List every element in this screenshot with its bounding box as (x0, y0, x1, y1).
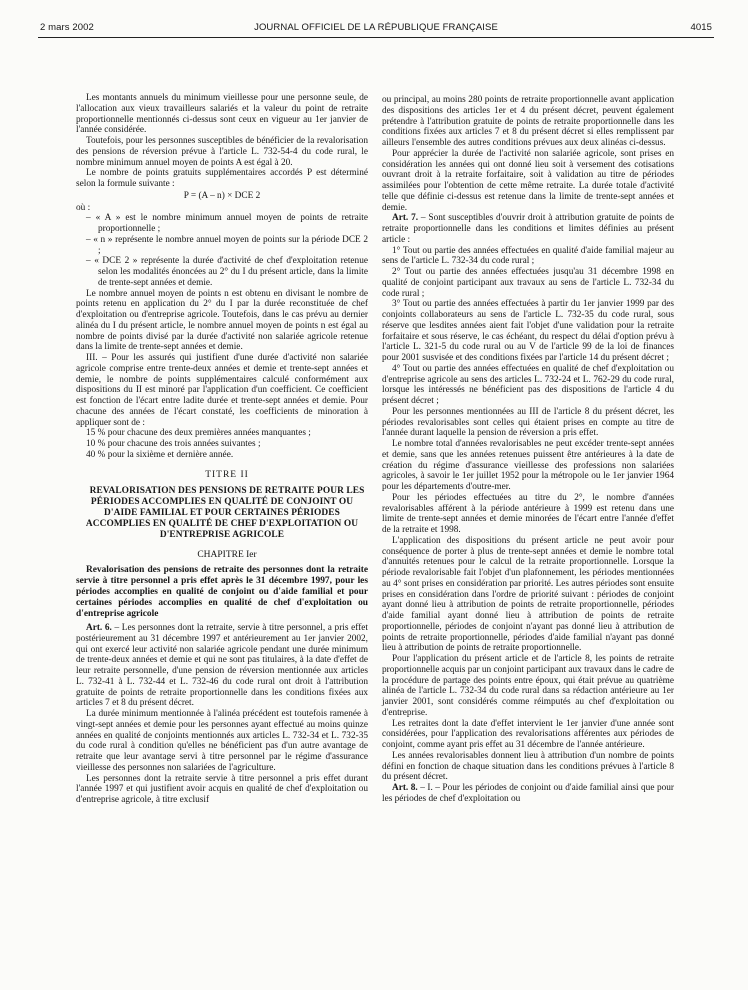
article-label: Art. 8. (392, 783, 418, 793)
article-7 (382, 213, 674, 245)
paragraph: L'application des dispositions du présent article ne peut avoir pour conséquence de porter à plus de trente-sept années et demie le nombre total d'annuités retenues pour le calcul de la retraite proportionnelle. Lorsque la période revalorisable fait l'objet d'un plafonnement, les périodes mentionnées au 4° sont prises en considération par priorité. Les autres périodes sont ensuite prises en considération dans l'ordre de priorité suivant : périodes de conjoint ayant donné lieu à attribution de points de retraite proportionnelle, périodes d'aide familial ayant donné lieu à attribution de points de retraite proportionnelle, périodes de conjoint n'ayant pas donné lieu à attribution de points de retraite proportionnelle, périodes d'aide familial n'ayant pas donné lieu à attribution de points de retraite proportionnelle. (382, 535, 674, 654)
left-column (76, 93, 368, 806)
paragraph: où : (76, 202, 91, 213)
paragraph: ou principal, au moins 280 points de retraite proportionnelle avant application des dispositions des articles 1er et 4 du présent décret, peuvent également prétendre à l'attribution gratuite de points de retraite proportionnelle dans les conditions fixées aux articles 7 et 8 du présent décret si elles remplissent par ailleurs l'ensemble des autres conditions prévues aux deux alinéas ci-dessus. (382, 95, 674, 148)
list-item: 3° Tout ou partie des années effectuées à partir du 1er janvier 1999 par des conjoints collaborateurs au sens de l'article L. 732-35 du code rural, sous réserve que lesdites années aient fait l'objet d'une validation pour la retraite forfaitaire et sous réserve, le cas échéant, du respect du délai d'option prévu à l'article L. 321-5 du code rural ou au V de l'article 99 de la loi de finances pour 2001 susvisée et des conditions fixées par l'article 14 du présent décret ; (382, 299, 674, 363)
list-item: 1° Tout ou partie des années effectuées en qualité d'aide familial majeur au sens de l'article L. 732-34 du code rural ; (382, 245, 674, 267)
list-item: 2° Tout ou partie des années effectuées jusqu'au 31 décembre 1998 en qualité de conjoint participant aux travaux au sens de l'article L. 732-34 du code rural ; (382, 267, 674, 299)
article-label: Art. 6. (86, 623, 112, 633)
page-header (40, 22, 712, 36)
paragraph: Toutefois, pour les personnes susceptibles de bénéficier de la revalorisation des pensions de réversion prévue à l'article L. 732-54-4 du code rural, le nombre minimum annuel moyen de points A est égal à 20. (76, 136, 368, 168)
paragraph: Le nombre de points gratuits supplémentaires accordés P est déterminé selon la formule suivante : (76, 168, 368, 189)
header-title: JOURNAL OFFICIEL DE LA RÉPUBLIQUE FRANÇAISE (254, 22, 498, 33)
list-item: – « n » représente le nombre annuel moyen de points sur la période DCE 2 ; (86, 234, 368, 256)
paragraph: Les années revalorisables donnent lieu à attribution d'un nombre de points défini en fonction de chaque situation dans les conditions prévues à l'article 8 du présent décret. (382, 750, 674, 783)
paragraph: Pour apprécier la durée de l'activité non salariée agricole, sont prises en considération les années qui ont donné lieu soit à versement des cotisations ouvrant droit à la retraite forfaitaire, soit à validation au titre de périodes assimilées pour l'obtention de cette même retraite. La durée totale d'activité telle que définie ci-dessus est retenue dans la limite de trente-sept années et demie. (382, 148, 674, 213)
header-rule (38, 37, 714, 38)
paragraph: Pour l'application du présent article et de l'article 8, les points de retraite proportionnelle acquis par un conjoint participant aux travaux dans le cadre de la procédure de partage des points entre époux, qui était prévue au quatrième alinéa de l'article L. 732-34 du code rural dans sa rédaction antérieure au 1er janvier 2001, sont considérés comme réimputés au chef d'exploitation ou d'entreprise. (382, 654, 674, 718)
article-text: – Sont susceptibles d'ouvrir droit à attribution gratuite de points de retraite proportionnelle dans les conditions et limites définies au présent article : (382, 213, 675, 245)
article-label: Art. 7. (392, 213, 419, 224)
list-item: 40 % pour la sixième et dernière année. (86, 449, 234, 460)
list-item: 10 % pour chacune des trois années suivantes ; (86, 439, 261, 449)
paragraph: Le nombre annuel moyen de points n est obtenu en divisant le nombre de points retenu en application du 2° du I par la durée reconstituée de chef d'exploitation ou d'entreprise agricole. Toutefois, dans le cas prévu au dernier alinéa du I du présent article, le nombre annuel moyen de points n est égal au nombre de points divisé par la durée d'activité non salariée agricole retenue dans la limite de trente-sept années et demie. (76, 288, 368, 353)
paragraph: Le nombre total d'années revalorisables ne peut excéder trente-sept années et demie, sans que les années retenues puissent être antérieures à la date de création du régime d'assurance vieillesse des professions non salariées agricoles, à savoir le 1er juillet 1952 pour la métropole ou le 1er janvier 1964 pour les départements d'outre-mer. (382, 439, 674, 492)
right-column (382, 95, 674, 805)
article-8 (382, 783, 674, 805)
titre-heading: TITRE II (205, 469, 249, 480)
paragraph: Pour les personnes mentionnées au III de l'article 8 du présent décret, les périodes revalorisables sont celles qui étaient prises en compte au titre de l'année durant laquelle la pension de réversion a pris effet. (382, 406, 674, 439)
list-item: – « DCE 2 » représente la durée d'activité de chef d'exploitation retenue selon les modalités énoncées au 2° du I du présent article, dans la limite de trente-sept années et demie. (86, 256, 368, 288)
list-item: 15 % pour chacune des deux premières années manquantes ; (86, 428, 311, 439)
article-6 (76, 623, 368, 709)
titre-title: REVALORISATION DES PENSIONS DE RETRAITE POUR LES PÉRIODES ACCOMPLIES EN QUALITÉ DE CONJOINT OU D'AIDE FAMILIAL ET POUR CERTAINES PÉRIODES ACCOMPLIES EN QUALITÉ DE CHEF D'EXPLOITATION OU D'ENTREPRISE AGRICOLE (85, 486, 365, 541)
header-date: 2 mars 2002 (40, 22, 94, 33)
paragraph: Les personnes dont la retraite servie à titre personnel a pris effet durant l'année 1997 et qui justifient avoir acquis en qualité de chef d'exploitation ou d'entreprise agricole, à titre exclusif (76, 773, 368, 805)
article-text: – Les personnes dont la retraite, servie à titre personnel, a pris effet postérieurement au 31 décembre 1997 et antérieurement au 1er janvier 2002, qui ont exercé leur activité non salariée agricole pendant une durée minimum de trente-deux années et demie et qui ne sont pas titulaires, à la date d'effet de leur retraite personnelle, d'une pension de réversion mentionnée aux articles L. 732-41 à L. 732-44 et L. 732-46 du code rural ont droit à l'attribution gratuite de points de retraite proportionnelle dans les conditions fixées aux articles 7 et 8 du présent décret. (76, 623, 368, 709)
paragraph: Les retraites dont la date d'effet intervient le 1er janvier d'une année sont considérées, pour l'application des revalorisations afférentes aux périodes de conjoint, comme ayant pris effet au 31 décembre de l'année antérieure. (382, 718, 674, 750)
chapter-title: Revalorisation des pensions de retraite des personnes dont la retraite servie à titre personnel a pris effet après le 31 décembre 1997, pour les périodes accomplies en qualité de conjoint ou d'aide familial et pour certaines périodes accomplies en qualité de chef d'exploitation ou d'entreprise agricole (76, 565, 368, 619)
list-item: 4° Tout ou partie des années effectuées en qualité de chef d'exploitation ou d'entreprise agricole au sens des articles L. 732-24 et L. 762-29 du code rural, lorsque les intéressés ne bénéficient pas des dispositions de l'article 4 du présent décret ; (382, 363, 674, 406)
paragraph: La durée minimum mentionnée à l'alinéa précédent est toutefois ramenée à vingt-sept années et demie pour les personnes ayant effectué au moins quinze années en qualité de conjoints mentionnés aux articles L. 732-34 et L. 732-35 du code rural à condition qu'elles ne bénéficient pas d'un autre avantage de retraite que leur avantage servi à titre personnel par le régime d'assurance vieillesse des personnes non salariées de l'agriculture. (76, 709, 368, 773)
header-page-number: 4015 (690, 22, 712, 33)
list-item: – « A » est le nombre minimum annuel moyen de points de retraite proportionnelle ; (86, 213, 368, 234)
paragraph: Pour les périodes effectuées au titre du 2°, le nombre d'années revalorisables afférent à la période antérieure à 1999 est retenu dans une limite de trente-sept années et demie minorées de l'écart entre l'année d'effet de la retraite et 1998. (382, 492, 674, 535)
paragraph: Les montants annuels du minimum vieillesse pour une personne seule, de l'allocation aux vieux travailleurs salariés et la valeur du point de retraite proportionnelle mentionnés ci-dessus sont ceux en vigueur au 1er janvier de l'année considérée. (76, 93, 368, 136)
formula: P = (A – n) × DCE 2 (183, 190, 261, 201)
article-text: – I. – Pour les périodes de conjoint ou d'aide familial ainsi que pour les périodes de chef d'exploitation ou (382, 783, 674, 804)
chapter-heading: CHAPITRE Ier (197, 550, 257, 561)
paragraph: III. – Pour les assurés qui justifient d'une durée d'activité non salariée agricole comprise entre trente-deux années et demie et trente-sept années et demie, le nombre de points supplémentaires calculé conformément aux dispositions du II est minoré par l'application d'un coefficient. Ce coefficient est fonction de l'écart entre ladite durée et trente-sept années et demie. Pour chacune des années de l'écart constaté, les coefficients de minoration à appliquer sont de : (76, 353, 368, 428)
